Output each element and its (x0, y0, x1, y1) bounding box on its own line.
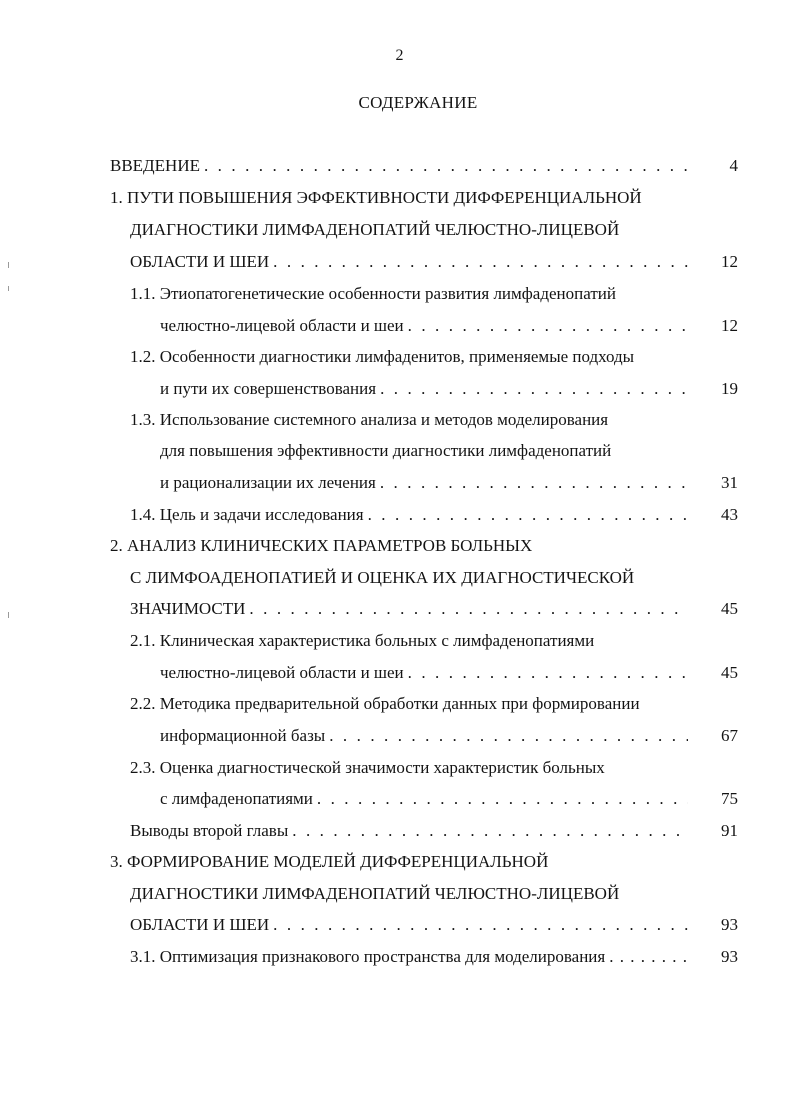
dot-leader (609, 945, 688, 969)
toc-section-heading: для повышения эффективности диагностики лимфаденопатий (160, 441, 612, 460)
toc-entry-ch2 (130, 597, 738, 621)
toc-page-number: 45 (721, 663, 738, 682)
toc-chapter-heading: 3. ФОРМИРОВАНИЕ МОДЕЛЕЙ ДИФФЕРЕНЦИАЛЬНОЙ (110, 852, 549, 871)
toc-page-number: 43 (721, 505, 738, 524)
toc-entry-text: челюстно-лицевой области и шеи (160, 663, 404, 682)
toc-chapter-heading: С ЛИМФОАДЕНОПАТИЕЙ И ОЦЕНКА ИХ ДИАГНОСТИЧЕСКОЙ (130, 568, 635, 587)
dot-leader (380, 377, 688, 401)
toc-entry-intro (110, 154, 738, 178)
dot-leader (292, 819, 688, 843)
toc-entry-text: и пути их совершенствования (160, 379, 377, 398)
dot-leader (380, 471, 688, 495)
scan-speck (8, 286, 9, 291)
toc-entry-text: 3.1. Оптимизация признакового пространства для моделирования (130, 947, 606, 966)
toc-entry-text: ОБЛАСТИ И ШЕИ (130, 252, 270, 271)
toc-section-heading: 1.3. Использование системного анализа и методов моделирования (130, 410, 609, 429)
toc-page-number: 19 (721, 379, 738, 398)
scan-speck (8, 612, 9, 618)
toc-section-heading: 2.1. Клиническая характеристика больных с лимфаденопатиями (130, 631, 595, 650)
dot-leader (408, 661, 688, 685)
dot-leader (249, 597, 688, 621)
toc-chapter-heading: 1. ПУТИ ПОВЫШЕНИЯ ЭФФЕКТИВНОСТИ ДИФФЕРЕНЦИАЛЬНОЙ (110, 188, 642, 207)
toc-entry-text: ОБЛАСТИ И ШЕИ (130, 915, 270, 934)
dot-leader (408, 314, 688, 338)
toc-entry-1-3 (160, 471, 738, 495)
dot-leader (317, 787, 688, 811)
toc-entry-text: информационной базы (160, 726, 326, 745)
toc-entry-ch3 (130, 913, 738, 937)
toc-entry-text: челюстно-лицевой области и шеи (160, 316, 404, 335)
toc-page-number: 67 (721, 726, 738, 745)
dot-leader (368, 503, 688, 527)
toc-page-number: 91 (721, 821, 738, 840)
toc-entry-1-2 (160, 377, 738, 401)
toc-chapter-heading: 2. АНАЛИЗ КЛИНИЧЕСКИХ ПАРАМЕТРОВ БОЛЬНЫХ (110, 536, 533, 555)
toc-entry-text: ВВЕДЕНИЕ (110, 156, 200, 175)
toc-entry-3-1 (130, 945, 738, 969)
toc-entry-2-2 (160, 724, 738, 748)
toc-page-number: 31 (721, 473, 738, 492)
dot-leader (204, 154, 688, 178)
dot-leader (273, 250, 688, 274)
toc-page-number: 12 (721, 316, 738, 335)
page-title: СОДЕРЖАНИЕ (358, 93, 478, 112)
toc-page-number: 4 (729, 156, 738, 175)
toc-section-heading: 1.1. Этиопатогенетические особенности развития лимфаденопатий (130, 284, 616, 303)
toc-section-heading: 2.2. Методика предварительной обработки данных при формировании (130, 694, 640, 713)
toc-entry-text: 1.4. Цель и задачи исследования (130, 505, 364, 524)
toc-entry-text: с лимфаденопатиями (160, 789, 313, 808)
toc-entry-text: ЗНАЧИМОСТИ (130, 599, 246, 618)
toc-page-number: 75 (721, 789, 738, 808)
toc-entry-ch1 (130, 250, 738, 274)
toc-section-heading: 1.2. Особенности диагностики лимфаденитов, применяемые подходы (130, 347, 635, 366)
page-number: 2 (395, 47, 404, 64)
toc-page-number: 45 (721, 599, 738, 618)
toc-chapter-heading: ДИАГНОСТИКИ ЛИМФАДЕНОПАТИЙ ЧЕЛЮСТНО-ЛИЦЕВОЙ (130, 220, 620, 239)
toc-entry-1-4 (130, 503, 738, 527)
toc-page-number: 12 (721, 252, 738, 271)
toc-entry-1-1 (160, 314, 738, 338)
dot-leader (273, 913, 688, 937)
toc-page-number: 93 (721, 947, 738, 966)
toc-page-number: 93 (721, 915, 738, 934)
scan-speck (8, 262, 9, 268)
toc-entry-2-1 (160, 661, 738, 685)
dot-leader (329, 724, 688, 748)
toc-entry-2-3 (160, 787, 738, 811)
toc-chapter-heading: ДИАГНОСТИКИ ЛИМФАДЕНОПАТИЙ ЧЕЛЮСТНО-ЛИЦЕВОЙ (130, 884, 620, 903)
toc-entry-conclusions-2 (130, 819, 738, 843)
toc-entry-text: и рационализации их лечения (160, 473, 376, 492)
toc-section-heading: 2.3. Оценка диагностической значимости характеристик больных (130, 758, 605, 777)
toc-entry-text: Выводы второй главы (130, 821, 289, 840)
